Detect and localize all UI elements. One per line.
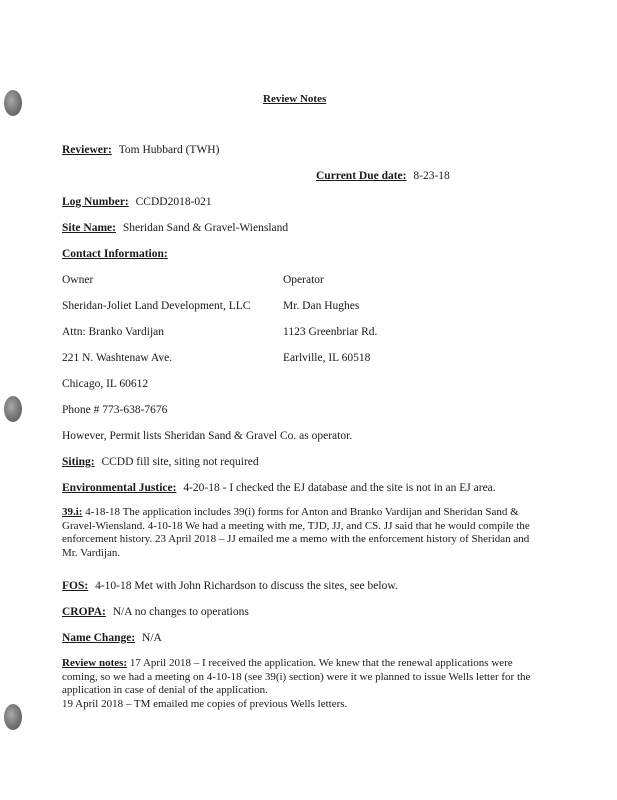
owner-line: 221 N. Washtenaw Ave.: [62, 352, 173, 364]
reviewer-label: Reviewer:: [62, 144, 112, 156]
name-change-label: Name Change:: [62, 632, 136, 644]
punch-hole-middle: [4, 396, 22, 422]
fos-row: [62, 579, 398, 593]
log-number-row: [62, 195, 212, 209]
site-name-label: Site Name:: [62, 222, 116, 234]
log-number-label: Log Number:: [62, 196, 129, 208]
name-change-value: N/A: [142, 632, 162, 644]
contact-info-label: Contact Information:: [62, 248, 168, 260]
siting-row: [62, 455, 259, 469]
section-39i: [62, 506, 542, 560]
operator-note: However, Permit lists Sheridan Sand & Gravel Co. as operator.: [62, 430, 353, 442]
owner-heading: Owner: [62, 274, 94, 286]
due-date-value: 8-23-18: [413, 170, 450, 182]
ej-row: [62, 481, 496, 495]
owner-line: Chicago, IL 60612: [62, 378, 149, 390]
review-notes: [62, 657, 532, 711]
ej-value: 4-20-18 - I checked the EJ database and the site is not in an EJ area.: [183, 482, 496, 494]
owner-line: Attn: Branko Vardijan: [62, 326, 164, 338]
siting-label: Siting:: [62, 456, 95, 468]
review-notes-label: Review notes:: [62, 657, 128, 669]
cropa-row: [62, 605, 249, 619]
review-notes-line2: 19 April 2018 – TM emailed me copies of previous Wells letters.: [62, 697, 348, 710]
cropa-value: N/A no changes to operations: [112, 606, 249, 618]
operator-line: 1123 Greenbriar Rd.: [283, 326, 378, 338]
page-title: Review Notes: [263, 93, 327, 105]
site-name-value: Sheridan Sand & Gravel-Wiensland: [122, 222, 289, 234]
operator-line: Mr. Dan Hughes: [283, 300, 360, 312]
site-name-row: [62, 221, 288, 235]
section-39i-label: 39.i:: [62, 506, 83, 518]
siting-value: CCDD fill site, siting not required: [101, 456, 259, 468]
fos-label: FOS:: [62, 580, 89, 592]
ej-label: Environmental Justice:: [62, 482, 177, 494]
operator-line: Earlville, IL 60518: [283, 352, 371, 364]
section-39i-text: 4-18-18 The application includes 39(i) forms for Anton and Branko Vardijan and Sheridan Sand & Gravel-Wiensland. 4-10-18 We had a meeting with me, TJD, JJ, and CS. JJ said that he would compile the enforcement history. 23 April 2018 – JJ emailed me a memo with the enforcement history of Sheridan and Mr. Vardijan.: [62, 506, 530, 559]
reviewer-row: [62, 143, 219, 157]
punch-hole-top: [4, 90, 22, 116]
name-change-row: [62, 631, 162, 645]
punch-hole-bottom: [4, 704, 22, 730]
owner-line: Phone # 773-638-7676: [62, 404, 168, 416]
operator-heading: Operator: [283, 274, 324, 286]
fos-value: 4-10-18 Met with John Richardson to discuss the sites, see below.: [95, 580, 398, 592]
due-date-label: Current Due date:: [316, 170, 407, 182]
review-notes-text: 17 April 2018 – I received the application. We knew that the renewal applications were coming, so we had a meeting on 4-10-18 (see 39(i) section) were it we planned to issue Wells letter for the application in case of denial of the application.: [62, 657, 531, 696]
cropa-label: CROPA:: [62, 606, 106, 618]
owner-line: Sheridan-Joliet Land Development, LLC: [62, 300, 251, 312]
log-number-value: CCDD2018-021: [135, 196, 212, 208]
reviewer-value: Tom Hubbard (TWH): [118, 144, 220, 156]
due-date-row: [316, 169, 450, 183]
